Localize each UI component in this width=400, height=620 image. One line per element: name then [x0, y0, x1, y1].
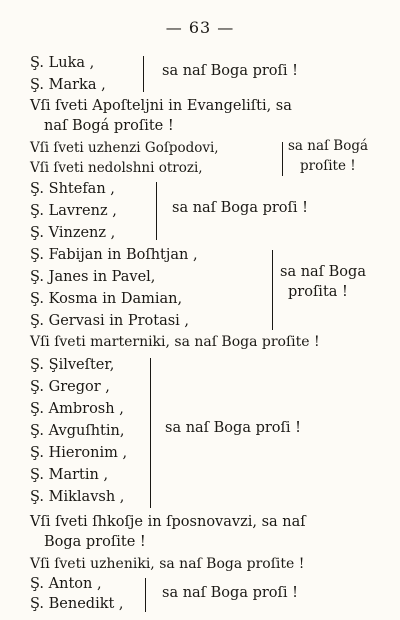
brace [156, 182, 163, 240]
litany-name: Vſi ſveti uzhenzi Goſpodovi, [30, 140, 219, 156]
litany-name: Ş. Vinzenz , [30, 225, 116, 241]
litany-line: Vſi ſveti ſhkoſje in ſposnovavzi, sa naſ [30, 514, 306, 530]
brace [150, 358, 157, 508]
litany-response: sa naſ Boga proſi ! [162, 585, 298, 601]
litany-line: Vſi ſveti marterniki, sa naſ Boga proſite ! [30, 334, 320, 350]
litany-name: Ş. Anton , [30, 576, 102, 592]
litany-name: Ş. Benedikt , [30, 596, 124, 612]
brace [143, 56, 150, 92]
litany-name: Ş. Janes in Pavel, [30, 269, 156, 285]
litany-name: Ş. Luka , [30, 55, 95, 71]
litany-name: Ş. Şilveſter, [30, 357, 115, 373]
litany-name: Ş. Gregor , [30, 379, 110, 395]
litany-name: Ş. Avguſhtin, [30, 423, 125, 439]
brace [272, 250, 279, 330]
litany-name: Ş. Hieronim , [30, 445, 128, 461]
brace [145, 578, 152, 612]
litany-name: Ş. Fabijan in Boſhtjan , [30, 247, 198, 263]
litany-line: naſ Bogá proſite ! [44, 118, 174, 134]
litany-name: Ş. Marka , [30, 77, 106, 93]
litany-response: proſita ! [288, 284, 348, 300]
litany-name: Vſi ſveti nedolshni otrozi, [30, 160, 203, 176]
litany-name: Ş. Shtefan , [30, 181, 115, 197]
litany-response: sa naſ Boga [280, 264, 366, 280]
litany-response: proſite ! [300, 158, 356, 174]
litany-name: Ş. Gervasi in Protasi , [30, 313, 190, 329]
litany-name: Ş. Lavrenz , [30, 203, 117, 219]
litany-line: Vſi ſveti uzheniki, sa naſ Boga proſite ! [30, 556, 305, 572]
litany-name: Ş. Ambrosh , [30, 401, 124, 417]
litany-response: sa naſ Boga proſi ! [165, 420, 301, 436]
litany-name: Ş. Martin , [30, 467, 109, 483]
litany-response: sa naſ Boga proſi ! [162, 63, 298, 79]
litany-line: Vſi ſveti Apoſteljni in Evangeliſti, sa [30, 98, 292, 114]
litany-line: Boga proſite ! [44, 534, 146, 550]
litany-response: sa naſ Bogá [288, 138, 369, 154]
page-number: — 63 — [165, 18, 235, 37]
litany-name: Ş. Miklavsh , [30, 489, 125, 505]
litany-name: Ş. Kosma in Damian, [30, 291, 183, 307]
litany-response: sa naſ Boga proſi ! [172, 200, 308, 216]
